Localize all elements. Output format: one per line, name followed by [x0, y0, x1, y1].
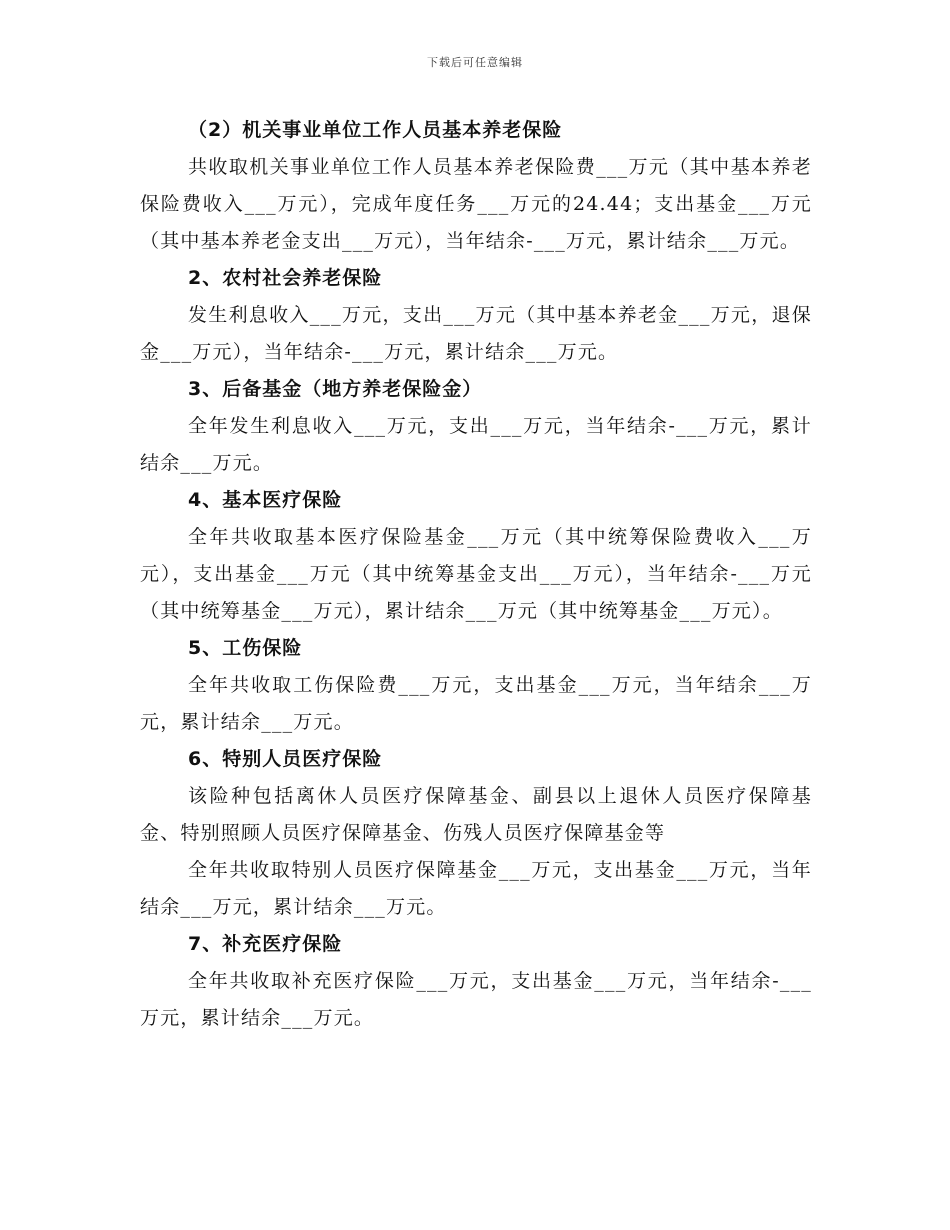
section-paragraph: 全年共收取基本医疗保险基金___万元（其中统筹保险费收入___万元），支出基金___万元（其中统筹基金支出___万元），当年结余-___万元（其中统筹基金___万元），累计结余___万元（其中统筹基金___万元）。 [140, 526, 812, 622]
section-heading: （2）机关事业单位工作人员基本养老保险 [188, 119, 563, 141]
section-heading: 6、特别人员医疗保险 [188, 748, 383, 770]
section-reserve-fund [140, 371, 812, 482]
section-supplementary-medical [140, 926, 812, 1037]
section-work-injury [140, 630, 812, 741]
section-paragraph: 共收取机关事业单位工作人员基本养老保险费___万元（其中基本养老保险费收入___万元），完成年度任务___万元的24.44；支出基金___万元（其中基本养老金支出___万元），当年结余-___万元，累计结余___万元。 [140, 156, 812, 252]
section-paragraph: 该险种包括离休人员医疗保障基金、副县以上退休人员医疗保障基金、特别照顾人员医疗保障基金、伤残人员医疗保障基金等 [140, 785, 812, 844]
section-heading: 3、后备基金（地方养老保险金） [188, 378, 483, 400]
section-basic-medical [140, 482, 812, 630]
document-body [140, 112, 812, 1037]
section-heading: 2、农村社会养老保险 [188, 267, 383, 289]
section-paragraph: 全年共收取补充医疗保险___万元，支出基金___万元，当年结余-___万元，累计结余___万元。 [140, 970, 812, 1029]
section-heading: 5、工伤保险 [188, 637, 303, 659]
section-paragraph: 全年发生利息收入___万元，支出___万元，当年结余-___万元，累计结余___万元。 [140, 415, 812, 474]
section-rural-pension [140, 260, 812, 371]
page-header-note: 下载后可任意编辑 [427, 56, 523, 69]
section-civil-servant-pension [140, 112, 812, 260]
section-paragraph: 全年共收取特别人员医疗保障基金___万元，支出基金___万元，当年结余___万元，累计结余___万元。 [140, 859, 812, 918]
section-heading: 4、基本医疗保险 [188, 489, 343, 511]
section-heading: 7、补充医疗保险 [188, 933, 343, 955]
section-special-medical [140, 741, 812, 926]
section-paragraph: 发生利息收入___万元，支出___万元（其中基本养老金___万元，退保金___万元），当年结余-___万元，累计结余___万元。 [140, 304, 812, 363]
section-paragraph: 全年共收取工伤保险费___万元，支出基金___万元，当年结余___万元，累计结余___万元。 [140, 674, 812, 733]
